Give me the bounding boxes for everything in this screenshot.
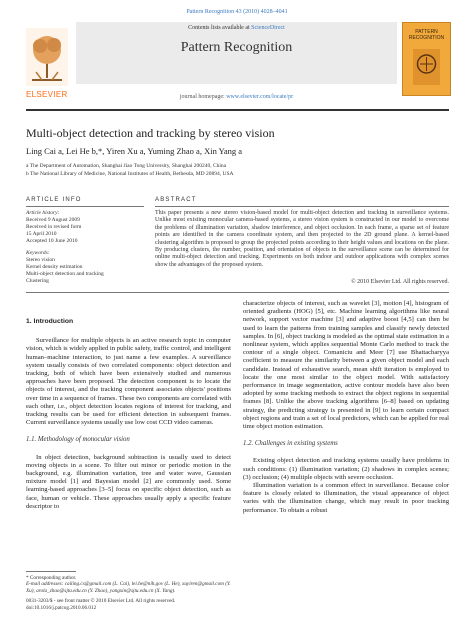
- journal-cover: [402, 22, 451, 96]
- history-revised-date: 15 April 2010: [26, 231, 57, 237]
- keyword: Multi-object detection and tracking: [26, 271, 104, 277]
- header-rule: [26, 109, 449, 111]
- article-info-heading: ARTICLE INFO: [26, 197, 82, 203]
- history-revised: Received in revised form: [26, 224, 82, 230]
- abstract-rule: [155, 206, 449, 207]
- affiliation-b: b The National Library of Medicine, National Institutes of Health, Bethesda, MD 20894, USA: [26, 171, 234, 177]
- journal-band: [76, 22, 397, 84]
- history-received: Received 9 August 2009: [26, 217, 80, 223]
- footnote-issn: 0031-3203/$ - see front matter © 2010 Elsevier Ltd. All rights reserved.: [26, 598, 176, 605]
- keyword: Kernel density estimation: [26, 264, 83, 270]
- homepage-line: [76, 94, 397, 100]
- body-paragraph: Surveillance for multiple objects is an active research topic in computer vision, which is widely applied in public safety, traffic control, and intelligent human–machine interaction, to just name a few examples. A surveillance system usually consists of two correlated components: object detection and tracking, both of which have been extensively studied and numerous approaches have been proposed. The detection component is to locate the objects of interest, and the tracking component associates objects' positions over time in a sequence of frames. These two components are correlated with each other, i.e., object detection locates regions of interest for tracking, and tracking results can be used for efficient detection in subsequent frames. Current surveillance systems usually use low cost CCD video cameras.: [26, 337, 231, 427]
- contents-line: [76, 25, 397, 31]
- footnote-email: E-mail addresses: cailing.cs@gmail.com (L. Cai), lei.he@nih.gov (L. He), xuyiren@gmail.com (Y. Xu), arola_zhao@sjtu.edu.cn (Y. Zhao), yangxin@sjtu.edu.cn (X. Yang).: [26, 581, 231, 594]
- footnote-rule: [26, 571, 76, 572]
- subsection-heading: 1.2. Challenges in existing systems: [243, 440, 338, 448]
- footnote-doi[interactable]: doi:10.1016/j.patcog.2010.06.012: [26, 604, 97, 611]
- body-paragraph: Existing object detection and tracking systems usually have problems in such conditions: (1) illumination variation; (2) shadows in complex scenes; (3) occlusion; (4) multiple objects with severe occlusion.: [243, 457, 449, 481]
- article-info-block: [26, 210, 144, 285]
- abstract-bottom-rule: [26, 292, 449, 293]
- keywords-label: Keywords:: [26, 250, 50, 256]
- journal-title: Pattern Recognition: [180, 40, 293, 55]
- abstract-text: This paper presents a new stereo vision-based model for multi-object detection and tracking in surveillance systems. Unlike most existing monocular camera-based systems, a stereo vision system is constructed in our model to overcome the problems of illumination variation, shadow interference, and object occlusion. In each frame, a sparse set of feature points are identified in the camera coordinate system, and then projected to the 2D ground plane. A kernel-based clustering algorithm is proposed to group the projected points according to their height values and locations on the plane. By producing clusters, the number, position, and orientation of objects in the surveillance scene can be determined for online multi-object detection and tracking. Experiments on both indoor and outdoor applications with complex scenes show the advantages of the proposed system.: [155, 210, 449, 268]
- body-column-left: [26, 318, 231, 511]
- body-paragraph: characterize objects of interest, such as wavelet [3], motion [4], histogram of oriented gradients (HOG) [5], etc. Machine learning algorithms like neural network, support vector machine [3] and adaptive boost [4,5] can then be used to learn the patterns from training samples and classify newly detected samples. In [6], object tracking is modeled as the optimal state estimation in a nonlinear system, which applies sequential Monte Carlo method to track the contour of a single object. Comaniciu and Meer [7] use Bhattacharyya coefficient to measure the similarity between a given object model and each candidate. Instead of exhaustive search, mean shift iteration is employed to locate the one most similar to the object model. With satisfactory performance in image segmentation, active contour models have also been adopted by some tracking methods to extract the object regions in sequential frames [8]. Unlike the above tracking algorithms [6–8] based on updating strategy, the predicting strategy is presented in [9] to learn certain compact object regions and train a set of local predictors, which can be applied for real time object motion estimation.: [243, 300, 449, 431]
- homepage-link[interactable]: www.elsevier.com/locate/pr: [226, 94, 294, 100]
- publisher-name: ELSEVIER: [26, 90, 68, 99]
- elsevier-logo: [26, 28, 68, 99]
- footnote-corresponding: * Corresponding author.: [26, 575, 77, 581]
- abstract-heading: ABSTRACT: [155, 197, 197, 203]
- body-paragraph: Illumination variation is a common effect in surveillance. Because color feature is closely related to illumination, the visual appearance of object varies with the illumination change, which may result in poor tracking performance. To obtain a robust: [243, 482, 449, 514]
- body-column-right: [243, 300, 449, 515]
- history-label: Article history:: [26, 210, 60, 216]
- keyword: Clustering: [26, 278, 49, 284]
- cover-emblem-icon: [413, 49, 440, 85]
- subsection-heading: 1.1. Methodology of monocular vision: [26, 436, 130, 444]
- affiliation-a: a The Department of Automation, Shanghai Jiao Tong University, Shanghai 200240, China: [26, 163, 227, 169]
- author-list: Ling Cai a, Lei He b,*, Yiren Xu a, Yuming Zhao a, Xin Yang a: [26, 146, 243, 156]
- article-info-rule: [26, 206, 144, 207]
- sciencedirect-link[interactable]: ScienceDirect: [251, 25, 285, 31]
- abstract-copyright: © 2010 Elsevier Ltd. All rights reserved.: [351, 279, 449, 285]
- body-paragraph: In object detection, background subtraction is usually used to detect moving objects in a scene. To filter out minor or periodic motion in the background, e.g. illumination variation, tree and water wave, Gaussian mixture model [1] and Bayesian model [2] are commonly used. Some learning-based approaches [3–5] focus on specific object detection, such as face, human or vehicle. These approaches usually apply a specific feature descriptor to: [26, 453, 231, 510]
- homepage-prefix: journal homepage:: [179, 94, 225, 100]
- footnotes: [26, 575, 231, 611]
- history-accepted: Accepted 10 June 2010: [26, 238, 78, 244]
- running-header: Pattern Recognition 43 (2010) 4028–4041: [186, 9, 288, 15]
- contents-prefix: Contents lists available at: [188, 25, 250, 31]
- keyword: Stereo vision: [26, 257, 55, 263]
- journal-header: [26, 22, 449, 107]
- article-title: Multi-object detection and tracking by stereo vision: [26, 126, 275, 140]
- section-heading-introduction: 1. Introduction: [26, 318, 74, 325]
- cover-title: PATTERN RECOGNITION: [408, 29, 445, 41]
